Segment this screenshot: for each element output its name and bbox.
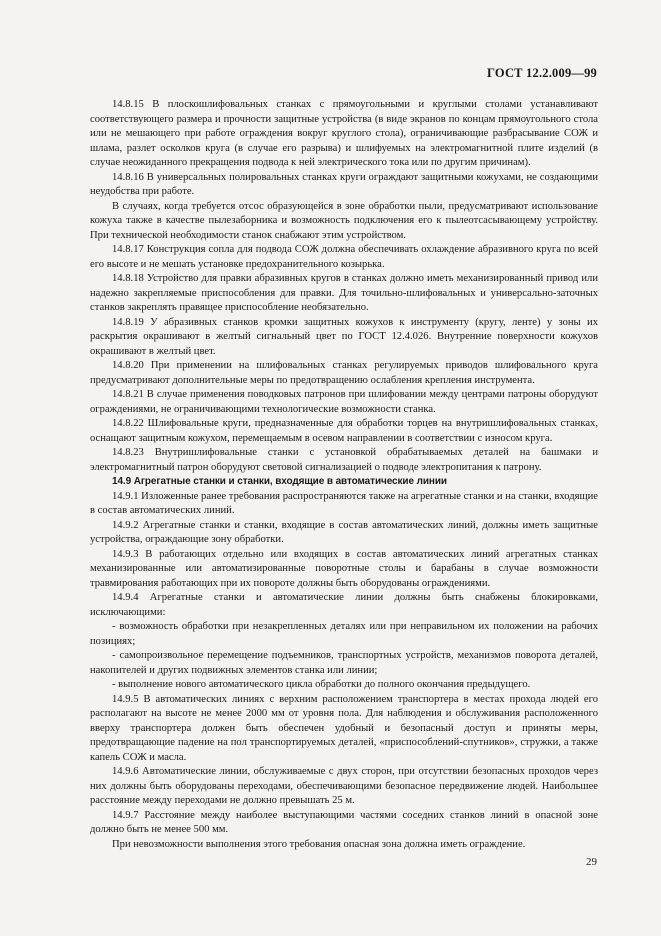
document-header: ГОСТ 12.2.009—99: [487, 66, 597, 80]
paragraph-14-8-16: 14.8.16 В универсальных полировальных станках круги ограждают защитными кожухами, не создающими неудобства при работе.: [90, 171, 598, 197]
list-item-interlock-3: - выполнение нового автоматического цикла обработки до полного окончания предыдущего.: [112, 679, 531, 690]
paragraph-14-9-7: 14.9.7 Расстояние между наиболее выступающими частями соседних станков линий в опасной зоне должно быть не менее 500 мм.: [90, 809, 598, 835]
paragraph-14-9-2: 14.9.2 Агрегатные станки и станки, входящие в состав автоматических линий, должны иметь защитные устройства, ограждающие зону обработки.: [90, 519, 598, 545]
document-body: [90, 98, 598, 852]
paragraph-14-8-17: 14.8.17 Конструкция сопла для подвода СОЖ должна обеспечивать охлаждение абразивного круга по всей его высоте и не мешать установке предохранительного козырька.: [90, 244, 598, 270]
paragraph-14-8-18: 14.8.18 Устройство для правки абразивных кругов в станках должно иметь механизированный привод или надежно закрепляемые приспособления для правки. Для точильно-шлифовальных и универсально-заточных станков закреплять правящее приспособление необязательно.: [90, 273, 598, 313]
paragraph-dust-extraction: В случаях, когда требуется отсос образующейся в зоне обработки пыли, предусматривают использование кожуха также в качестве пылезаборника и возможность подключения его к пылеотсасывающему устройству. При технической необходимости станок снабжают этим устройством.: [90, 200, 598, 241]
paragraph-14-8-22: 14.8.22 Шлифовальные круги, предназначенные для обработки торцев на внутришлифовальных станках, оснащают защитным кожухом, перемещаемым в осевом направлении в соответствии с износом круга.: [90, 418, 598, 444]
paragraph-14-9-1: 14.9.1 Изложенные ранее требования распространяются также на агрегатные станки и на станки, входящие в состав автоматических линий.: [90, 490, 598, 516]
paragraph-fencing-requirement: При невозможности выполнения этого требования опасная зона должна иметь ограждение.: [112, 838, 526, 850]
paragraph-14-9-3: 14.9.3 В работающих отдельно или входящих в состав автоматических линий агрегатных станках механизированные или автоматизированные поворотные столы и барабаны в случае возможности травмирования работающих при их повороте должны быть оборудованы ограждениями.: [90, 548, 598, 589]
list-item-interlock-2: - самопроизвольное перемещение подъемников, транспортных устройств, механизмов поворота деталей, накопителей и других подвижных элементов станка или линии;: [90, 650, 598, 676]
paragraph-14-8-19: 14.8.19 У абразивных станков кромки защитных кожухов к инструменту (кругу, ленте) у зоны их раскрытия окрашивают в желтый сигнальный цвет по ГОСТ 12.4.026. Внутренние поверхности кожухов окрашивают в желтый цвет.: [90, 316, 598, 357]
paragraph-14-8-21: 14.8.21 В случае применения поводковых патронов при шлифовании между центрами патроны оборудуют ограждениями, не ограничивающими технологические возможности станка.: [90, 389, 598, 415]
paragraph-14-8-20: 14.8.20 При применении на шлифовальных станках регулируемых приводов шлифовального круга предусматривают дополнительные меры по предотвращению ослабления крепления инструмента.: [90, 360, 598, 386]
paragraph-14-8-23: 14.8.23 Внутришлифовальные станки с установкой обрабатываемых деталей на башмаки и электромагнитный патрон оборудуют световой сигнализацией о подводе электропитания к патрону.: [90, 447, 598, 473]
paragraph-14-9-4: 14.9.4 Агрегатные станки и автоматические линии должны быть снабжены блокировками, исключающими:: [90, 592, 598, 618]
page-number: 29: [586, 856, 597, 868]
paragraph-14-9-6: 14.9.6 Автоматические линии, обслуживаемые с двух сторон, при отсутствии безопасных проходов через них должны быть оборудованы переходами, обеспечивающими безопасное передвижение людей. Наибольшее расстояние между переходами не должно превышать 25 м.: [90, 766, 598, 806]
paragraph-14-9-5: 14.9.5 В автоматических линиях с верхним расположением транспортера в местах прохода людей его располагают на высоте не менее 2000 мм от уровня пола. Для наблюдения и обслуживания расположенного вверху транспортера должен быть обеспечен удобный и безопасный доступ и приняты меры, предотвращающие падение на пол транспортируемых деталей, «приспособлений-спутников», стружки, а также капель СОЖ и масла.: [90, 693, 598, 763]
list-item-interlock-1: - возможность обработки при незакрепленных деталях или при неправильном их положении на рабочих позициях;: [90, 621, 598, 647]
paragraph-14-8-15: 14.8.15 В плоскошлифовальных станках с прямоугольными и круглыми столами устанавливают соответствующего размера и прочности защитные устройства (в виде экранов по концам прямоугольного стола или не мешающего при работе ограждения вокруг круглого стола), ограничивающие разбрасывание СОЖ и шлама, разлет осколков круга (в случае его разрыва) и шлифуемых на электромагнитной плите изделий (в случае неожиданного прекращения подвода к ней электрического тока или по другим причинам).: [90, 99, 598, 168]
section-heading-14-9: 14.9 Агрегатные станки и станки, входящие в автоматические линии: [112, 476, 447, 487]
